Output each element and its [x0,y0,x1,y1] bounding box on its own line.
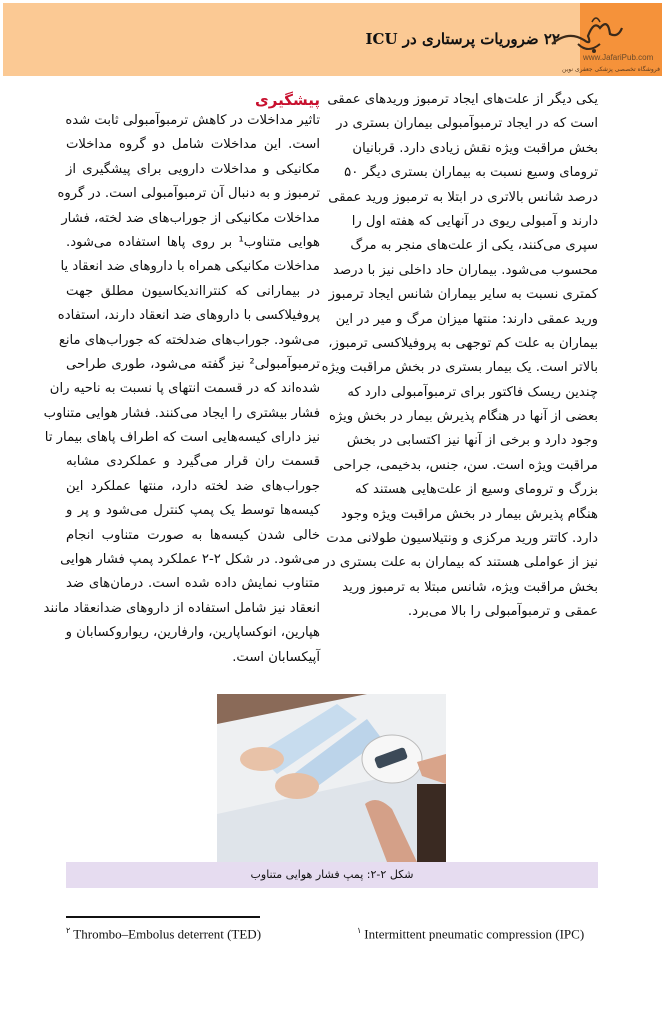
text-line: هنگام پذیرش بیمار در بخش مراقبت ویژه وجود [341,506,598,522]
text-line: ترومای وسیع نسبت به بیماران بستری دیگر ۵۰ [344,165,598,181]
section-heading: پیشگیری [255,91,320,109]
text-line: بعضی از آنها در هنگام پذیرش بیمار در بخش ویژه [328,409,598,425]
text-line: بالاتر است. یک بیمار بستری در بخش مراقبت ویژه [321,360,598,376]
text-line: بیماران به علت کم توجهی به پروفیلاکسی ترمبوز، [328,335,598,351]
footnote-1 [357,926,584,942]
text-line: هوایی متناوب¹ بر روی پاها استفاده می‌شود. [66,234,320,250]
text-line: پروفیلاکسی با داروهای ضد انعقاد دارند، استفاده [57,308,320,324]
text-line: بخش مراقبت ویژه نقش زیادی دارد. قربانیان [352,140,598,156]
footnote-1-text: Intermittent pneumatic compression (IPC) [364,926,585,942]
text-line: بزرگ و ترومای وسیع از علت‌هایی هستند که [355,482,598,498]
page-number: ۲۲ [543,30,560,48]
footnote-1-marker: ۱ [357,926,362,935]
text-line: فشار بیشتری را ایجاد می‌کنند. فشار هوایی متناوب [43,405,320,421]
running-header [365,30,560,48]
figure-photo [217,694,446,862]
footnote-2-marker: ۲ [66,926,71,935]
text-line: است که در ایجاد ترمبوآمبولی بیماران بستری در [336,116,598,132]
text-line: وجود دارد و برخی از آنها نیز اکتسابی در بخش [346,433,598,449]
text-line: هپارین، انوکساپارین، وارفارین، ریواروکسابان و [65,625,320,641]
text-line: درصد شانس بالاتری در ابتلا به ترمبوز ورید عمقی [328,189,598,205]
text-line: خالی شدن کیسه‌ها به صورت متناوب انجام [66,527,320,543]
publisher-logo-icon [548,14,626,56]
text-line: شده‌اند که در قسمت انتهای پا نسبت به ناحیه ران [49,381,320,397]
right-column [321,88,598,625]
text-line: ترمبوآمبولی² نیز گفته می‌شود، طوری طراحی [66,356,320,372]
text-line: کمتری نسبت به سایر بیماران شانس ایجاد ترمبوز [328,287,598,303]
book-title: ضروریات پرستاری در ICU [365,30,539,48]
text-line: ورید عمقی دارند: منتها میزان مرگ و میر در این [335,311,598,327]
text-line: قسمت ران قرار می‌گیرد و عملکردی مشابه [66,454,320,470]
text-line: چندین ریسک فاکتور برای ترمبوآمبولی دارد که [347,384,598,400]
footnote-2 [66,926,261,942]
text-line: تاثیر مداخلات در کاهش ترمبوآمبولی ثابت شده [65,113,320,128]
text-line: ترمبوز و به دنبال آن ترمبوآمبولی است. در گروه [57,186,320,202]
text-line: مداخلات مکانیکی از جوراب‌های ضد لخته، فشار [61,210,320,226]
text-line: مداخلات مکانیکی همراه با داروهای ضد انعقاد یا [60,259,320,275]
figure-caption: شکل ۲-۲: پمپ فشار هوایی متناوب [66,862,598,888]
text-line: متناوب نمایش داده شده است. درمان‌های ضد [66,576,320,592]
publisher-store: فروشگاه تخصصی پزشکی جعفری نوین [562,66,660,73]
text-line: می‌شود. در شکل ۲-۲ عملکرد پمپ فشار هوایی [60,552,320,568]
text-line: دارد. کاتتر ورید مرکزی و ونتیلاسیون طولانی مدت [326,531,598,547]
text-line: در بیمارانی که کنترااندیکاسیون مطلق جهت [66,283,320,299]
footnote-divider [66,916,260,918]
left-column [43,109,320,670]
footnote-2-text: Thrombo–Embolus deterrent (TED) [73,926,262,942]
text-line: محسوب می‌شود. بیماران حاد داخلی نیز با درصد [333,262,598,278]
publisher-url: www.JafariPub.com [583,53,654,62]
text-line: کیسه‌ها توسط یک پمپ کنترل می‌شود و پر و [66,503,320,519]
text-line: انعقاد نیز شامل استفاده از داروهای ضدانعقاد مانند [43,600,320,616]
text-line: سپری می‌کنند، یکی از علت‌های منجر به مرگ [350,238,598,254]
text-line: نیز دارای کیسه‌هایی است که اطراف پاهای بیمار تا [44,430,320,446]
text-line: است. این مداخلات شامل دو گروه مداخلات [66,137,320,153]
text-line: مراقبت ویژه است. سن، جنس، بدخیمی، جراحی [333,457,598,473]
text-line: جوراب‌های ضد لخته دارد، منتها عملکرد این [66,478,320,494]
text-line: آپیکسابان است. [232,649,320,665]
text-line: می‌شود. جوراب‌های ضدلخته که جوراب‌های مانع [58,332,320,348]
text-line: دارند و آمبولی ریوی در آنهایی که هفته اول را [351,213,598,229]
text-line: یکی دیگر از علت‌های ایجاد ترمبوز وریدهای عمقی [327,92,598,107]
text-line: عمقی و ترمبوآمبولی را بالا می‌برد. [407,604,598,620]
text-line: بخش مراقبت ویژه، شانس مبتلا به ترمبوز ورید [342,579,598,595]
text-line: نیز از عواملی هستند که بیماران به علت بستری در [323,555,598,571]
text-line: مکانیکی و مداخلات دارویی برای پیشگیری از [66,161,320,177]
